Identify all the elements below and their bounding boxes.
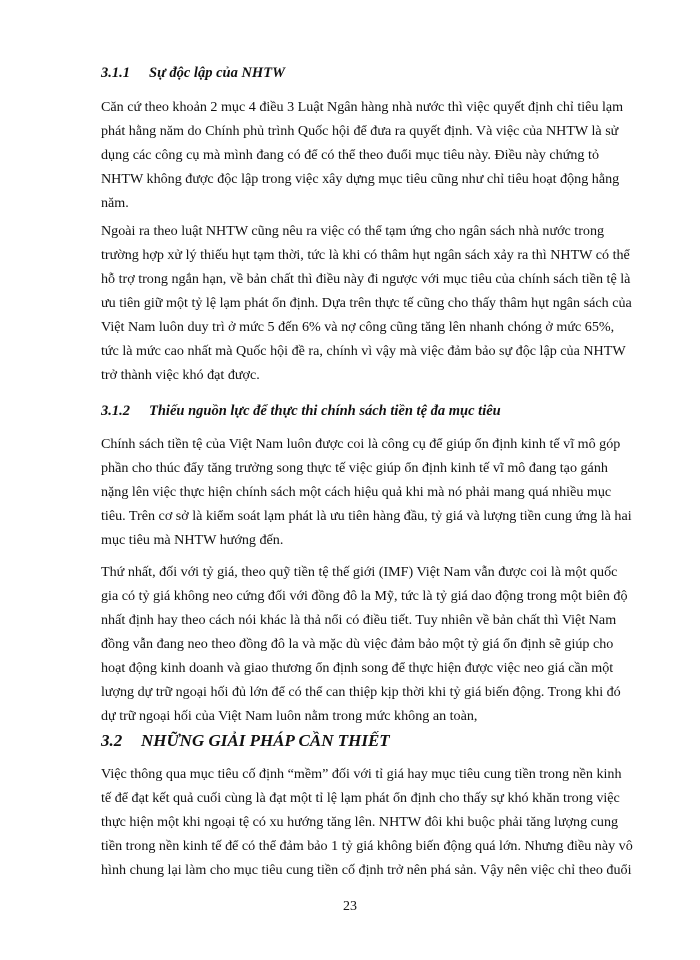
text-line: gia có tỷ giá không neo cứng đối với đồng đô la Mỹ, tức là tỷ giá dao động trong một biên độ (101, 588, 628, 604)
page-number: 23 (343, 899, 357, 914)
section-title: Sự độc lập của NHTW (149, 65, 285, 81)
text-line: đồng vẫn đang neo theo đồng đô la và mặc dù việc đảm bảo một tỷ giá ổn định sẽ giúp cho (101, 636, 614, 652)
text-line: năm. (101, 195, 129, 211)
text-line: dụng các công cụ mà mình đang có để có thể theo đuổi mục tiêu này. Điều này chứng tỏ (101, 147, 599, 163)
text-line: tức là mức cao nhất mà Quốc hội đề ra, chính vì vậy mà việc đảm bảo sự độc lập của NHTW (101, 343, 626, 359)
text-line: tiêu. Trên cơ sở là kiểm soát lạm phát là ưu tiên hàng đầu, tỷ giá và lượng tiền cung ứng là hai (101, 508, 632, 524)
text-line: phát hằng năm do Chính phủ trình Quốc hội để đưa ra quyết định. Và việc của NHTW là sử (101, 123, 619, 139)
text-line: Ngoài ra theo luật NHTW cũng nêu ra việc có thể tạm ứng cho ngân sách nhà nước trong (101, 223, 605, 239)
text-line: ưu tiên giữ một tỷ lệ lạm phát ổn định. Dựa trên thực tế cũng cho thấy thâm hụt ngân sách của (101, 295, 632, 311)
section-heading-3-1-2 (101, 403, 501, 420)
text-line: trở thành việc khó đạt được. (101, 367, 260, 383)
text-line: hình chung lại làm cho mục tiêu cung tiền cố định trở nên phá sản. Vậy nên việc chỉ theo đuổi (101, 862, 632, 878)
text-line: Việc thông qua mục tiêu cố định “mềm” đối với tỉ giá hay mục tiêu cung tiền trong nền kinh (101, 766, 622, 782)
text-line: hoạt động kinh doanh và giao thương ổn định song để thực hiện được việc neo giá cần một (101, 660, 614, 676)
section-heading-3-1-1 (101, 65, 285, 82)
text-line: Căn cứ theo khoản 2 mục 4 điều 3 Luật Ngân hàng nhà nước thì việc quyết định chỉ tiêu lạm (101, 99, 624, 115)
text-line: nhất định hay theo cách nói khác là thả nổi có điều tiết. Tuy nhiên về bản chất thì Việt Nam (101, 612, 617, 628)
text-line: tế để đạt kết quả cuối cùng là đạt một tỉ lệ lạm phát ổn định cho thấy sự khó khăn trong việc (101, 790, 620, 806)
section-title: NHỮNG GIẢI PHÁP CẦN THIẾT (141, 731, 390, 750)
text-line: Chính sách tiền tệ của Việt Nam luôn được coi là công cụ để giúp ổn định kinh tế vĩ mô góp (101, 436, 621, 452)
text-line: mục tiêu mà NHTW hướng đến. (101, 532, 284, 548)
text-line: dự trữ ngoại hối của Việt Nam luôn nằm trong mức không an toàn, (101, 708, 478, 724)
text-line: Thứ nhất, đối với tỷ giá, theo quỹ tiền tệ thế giới (IMF) Việt Nam vẫn được coi là một quốc (101, 564, 618, 580)
section-title: Thiếu nguồn lực để thực thi chính sách tiền tệ đa mục tiêu (149, 403, 501, 419)
section-number: 3.1.1 (101, 65, 130, 81)
text-line: phần cho thúc đẩy tăng trưởng song thực tế việc giúp ổn định kinh tế vĩ mô đang tạo gánh (101, 460, 608, 476)
text-line: nặng lên việc thực hiện chính sách một cách hiệu quả khi mà nó phải mang quá nhiều mục (101, 484, 612, 500)
section-heading-3-2 (101, 731, 390, 751)
text-line: Việt Nam luôn duy trì ở mức 5 đến 6% và nợ công cũng tăng lên nhanh chóng ở mức 65%, (101, 319, 615, 335)
text-line: tiền trong nền kinh tế để có thể đảm bảo 1 tỷ giá không biến động quá lớn. Nhưng điều này vô (101, 838, 633, 854)
text-line: hỗ trợ trong ngắn hạn, về bản chất thì điều này đi ngược với mục tiêu của chính sách tiền tệ là (101, 271, 631, 287)
section-number: 3.1.2 (101, 403, 130, 419)
text-line: NHTW không được độc lập trong việc xây dựng mục tiêu cũng như chỉ tiêu hoạt động hằng (101, 171, 620, 187)
text-line: thực hiện một khi ngoại tệ có xu hướng tăng lên. NHTW đôi khi buộc phải tăng lượng cung (101, 814, 619, 830)
text-line: lượng dự trữ ngoại hối đủ lớn để có thể can thiệp kịp thời khi tỷ giá biến động. Trong khi đó (101, 684, 621, 700)
section-number: 3.2 (101, 731, 123, 750)
text-line: trường hợp xử lý thiếu hụt tạm thời, tức là khi có thâm hụt ngân sách xảy ra thì NHTW có thể (101, 247, 630, 263)
